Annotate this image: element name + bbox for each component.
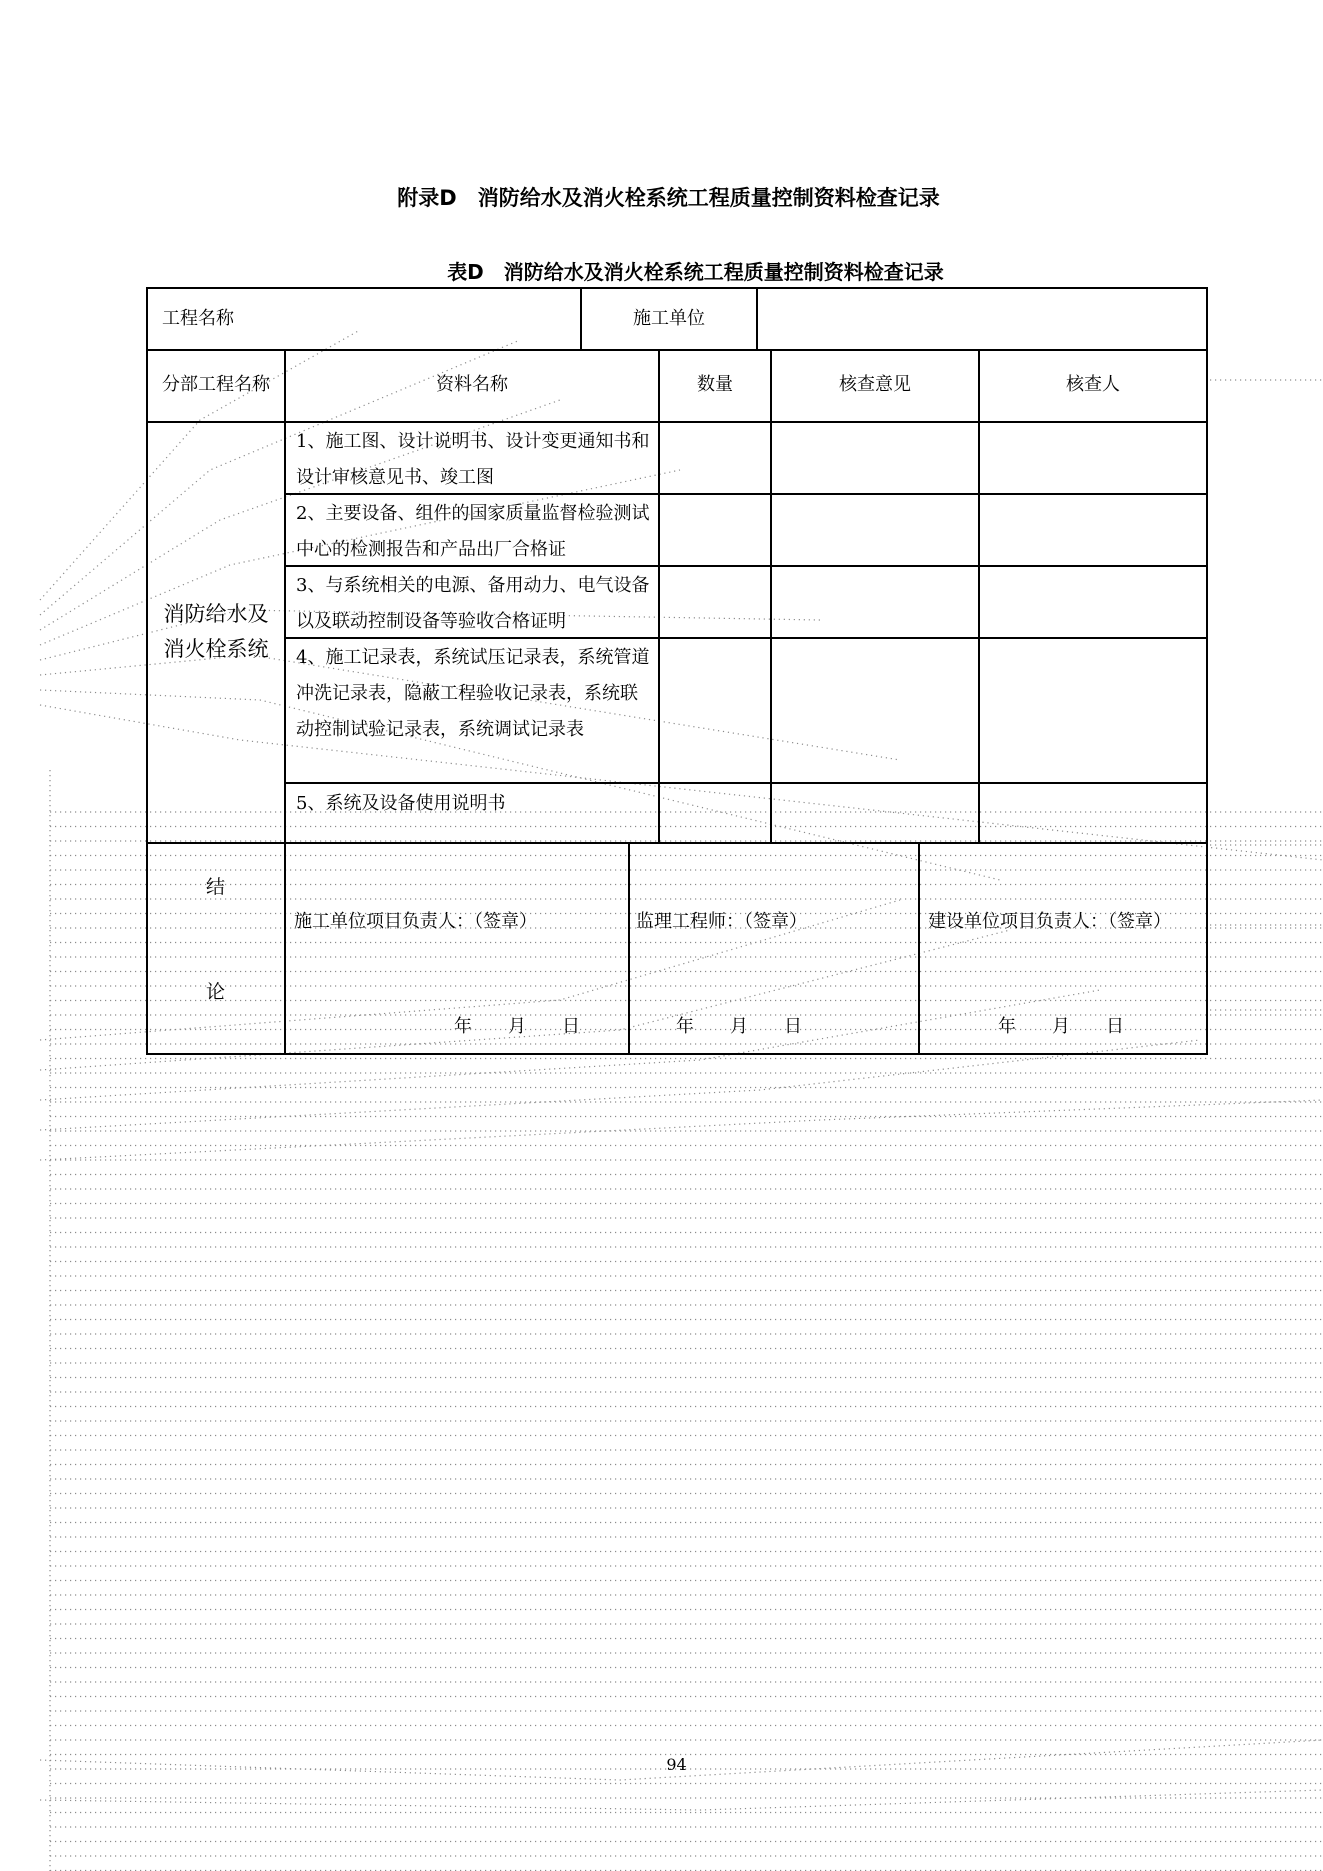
table-caption: 表D 消防给水及消火栓系统工程质量控制资料检查记录 (447, 260, 944, 284)
sub-project-header: 分部工程名称 (162, 374, 270, 395)
construction-lead-signature: 施工单位项目负责人：（签章） (294, 911, 537, 932)
construction-lead-date: 年 月 日 (454, 1016, 580, 1037)
owner-lead-date: 年 月 日 (998, 1016, 1124, 1037)
project-name-label: 工程名称 (162, 308, 234, 329)
inspection-record-table (146, 287, 1208, 1055)
document-item-2: 2、主要设备、组件的国家质量监督检验测试中心的检测报告和产品出厂合格证 (296, 503, 650, 560)
supervisor-signature: 监理工程师：（签章） (636, 911, 807, 932)
page-number: 94 (666, 1755, 687, 1774)
document-name-header: 资料名称 (436, 374, 508, 395)
owner-lead-signature: 建设单位项目负责人：（签章） (928, 911, 1171, 932)
checker-header: 核查人 (1066, 374, 1120, 395)
document-item-5: 5、系统及设备使用说明书 (296, 793, 506, 814)
quantity-header: 数量 (697, 374, 733, 395)
conclusion-label-top: 结 (206, 876, 226, 898)
document-item-3: 3、与系统相关的电源、备用动力、电气设备以及联动控制设备等验收合格证明 (296, 575, 650, 632)
construction-unit-label: 施工单位 (633, 308, 705, 329)
appendix-title: 附录D 消防给水及消火栓系统工程质量控制资料检查记录 (397, 186, 940, 210)
sub-project-name: 消防给水及消火栓系统 (163, 601, 269, 661)
conclusion-label-bottom: 论 (206, 981, 226, 1003)
supervisor-date: 年 月 日 (676, 1016, 802, 1037)
document-item-4: 4、施工记录表，系统试压记录表，系统管道冲洗记录表，隐蔽工程验收记录表，系统联动控制试验记录表，系统调试记录表 (296, 647, 650, 740)
document-item-1: 1、施工图、设计说明书、设计变更通知书和设计审核意见书、竣工图 (296, 431, 650, 488)
check-opinion-header: 核查意见 (839, 374, 911, 395)
